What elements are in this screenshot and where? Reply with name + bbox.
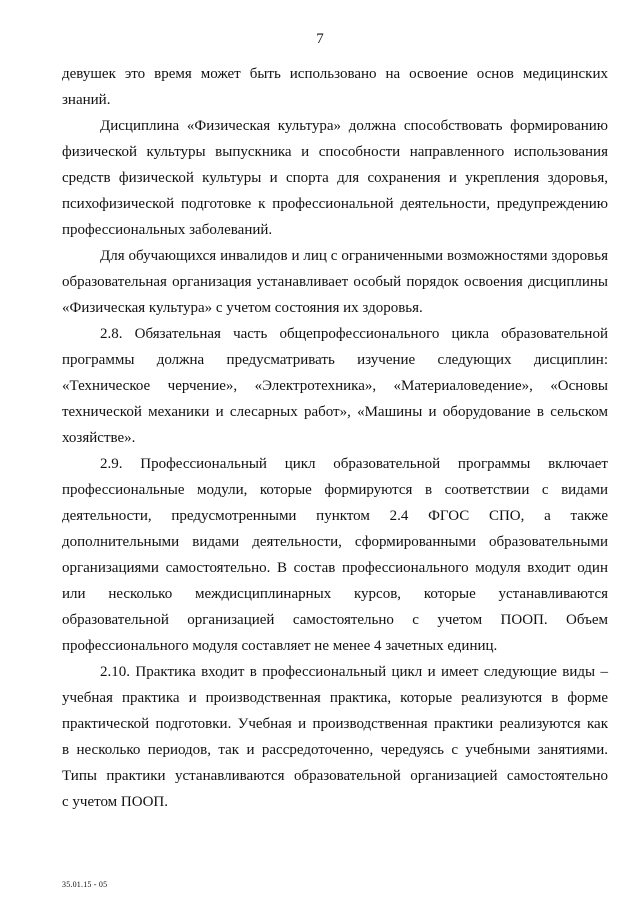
text-line: профессионального модуля составляет не менее 4 зачетных единиц.	[62, 638, 498, 654]
page-number: 7	[316, 31, 324, 47]
footer-document-code: 35.01.15 - 05	[62, 880, 108, 889]
text-line: физической культуры выпускника и способности направленного использования	[62, 144, 608, 160]
text-line: с учетом ПООП.	[62, 794, 169, 810]
text-line: или несколько междисциплинарных курсов, которые устанавливаются	[62, 586, 608, 602]
text-line: в несколько периодов, так и рассредоточенно, чередуясь с учебными занятиями.	[62, 742, 608, 758]
text-line: 2.10. Практика входит в профессиональный цикл и имеет следующие виды –	[100, 664, 608, 680]
text-line: профессиональных заболеваний.	[62, 222, 273, 238]
text-line: Типы практики устанавливаются образовательной организацией самостоятельно	[62, 768, 608, 784]
text-line: девушек это время может быть использовано на освоение основ медицинских	[62, 66, 608, 82]
text-line: организациями самостоятельно. В состав профессионального модуля входит один	[62, 560, 608, 576]
text-line: практической подготовки. Учебная и производственная практики реализуются как	[62, 716, 608, 732]
text-line: 2.9. Профессиональный цикл образовательной программы включает	[100, 456, 608, 472]
text-line: учебная практика и производственная практика, которые реализуются в форме	[62, 690, 608, 706]
text-line: профессиональные модули, которые формируются в соответствии с видами	[62, 482, 608, 498]
text-line: образовательной организацией самостоятельно с учетом ПООП. Объем	[62, 612, 608, 628]
text-line: «Техническое черчение», «Электротехника», «Материаловедение», «Основы	[62, 378, 608, 394]
text-line: Дисциплина «Физическая культура» должна способствовать формированию	[100, 118, 608, 134]
text-line: 2.8. Обязательная часть общепрофессионального цикла образовательной	[100, 326, 608, 342]
text-line: программы должна предусматривать изучение следующих дисциплин:	[62, 352, 608, 368]
text-line: психофизической подготовке к профессиональной деятельности, предупреждению	[62, 196, 608, 212]
text-line: деятельности, предусмотренными пунктом 2.4 ФГОС СПО, а также	[62, 508, 608, 524]
text-line: хозяйстве».	[62, 430, 136, 446]
text-line: средств физической культуры и спорта для сохранения и укрепления здоровья,	[62, 170, 608, 186]
text-line: «Физическая культура» с учетом состояния их здоровья.	[62, 300, 423, 316]
text-line: знаний.	[62, 92, 111, 108]
text-line: дополнительными видами деятельности, сформированными образовательными	[62, 534, 608, 550]
text-line: образовательная организация устанавливает особый порядок освоения дисциплины	[62, 274, 608, 290]
text-line: Для обучающихся инвалидов и лиц с ограниченными возможностями здоровья	[100, 248, 608, 264]
text-line: технической механики и слесарных работ», «Машины и оборудование в сельском	[62, 404, 608, 420]
